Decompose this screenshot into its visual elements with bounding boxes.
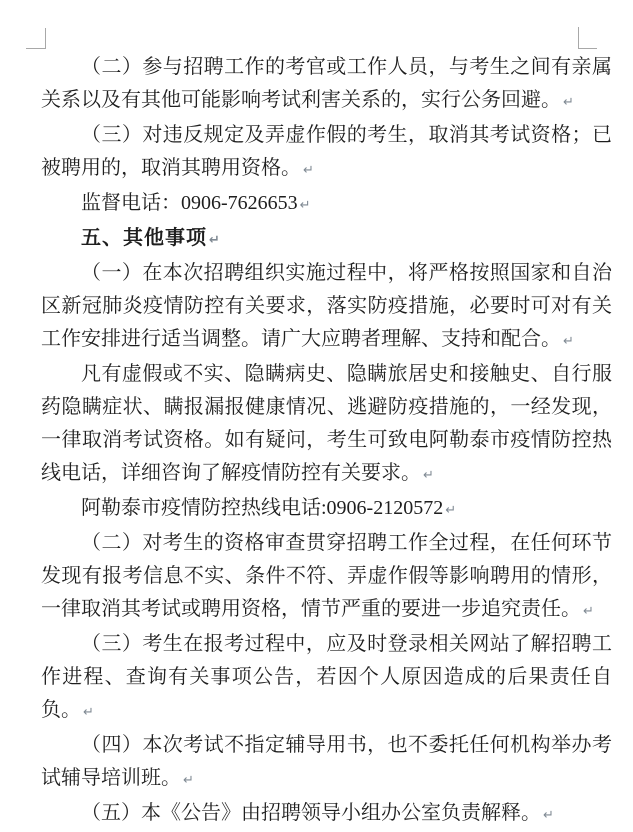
paragraph	[41, 358, 612, 492]
paragraph	[41, 187, 612, 222]
paragraph-text: （四）本次考试不指定辅导用书，也不委托任何机构举办考试辅导培训班。	[41, 734, 612, 789]
paragraph	[41, 119, 612, 187]
paragraph-mark-icon: ↵	[563, 95, 574, 110]
paragraph-mark-icon: ↵	[563, 334, 574, 349]
paragraph-mark-icon: ↵	[299, 198, 311, 213]
paragraph-mark-icon: ↵	[583, 604, 594, 619]
paragraph-text: 监督电话：0906-7626653	[81, 192, 298, 214]
paragraph-mark-icon: ↵	[303, 163, 314, 178]
paragraph-text: 五、其他事项	[81, 227, 207, 249]
paragraph	[41, 492, 612, 527]
paragraph	[41, 797, 612, 832]
paragraph-text: 阿勒泰市疫情防控热线电话:0906-2120572	[81, 497, 444, 519]
paragraph	[41, 257, 612, 358]
paragraph-text: （一）在本次招聘组织实施过程中，将严格按照国家和自治区新冠肺炎疫情防控有关要求，落实防疫措施，必要时可对有关工作安排进行适当调整。请广大应聘者理解、支持和配合。	[41, 262, 612, 350]
paragraph-mark-icon: ↵	[209, 233, 221, 248]
paragraph-text: （三）对违反规定及弄虚作假的考生，取消其考试资格；已被聘用的，取消其聘用资格。	[41, 124, 612, 179]
paragraph-mark-icon: ↵	[183, 773, 194, 788]
text-boundary-mark-top-right	[578, 27, 597, 49]
paragraph-text: （二）对考生的资格审查贯穿招聘工作全过程，在任何环节发现有报考信息不实、条件不符、弄虚作假等影响聘用的情形，一律取消其考试或聘用资格，情节严重的要进一步追究责任。	[41, 532, 612, 620]
paragraph	[41, 729, 612, 797]
paragraph-text: （五）本《公告》由招聘领导小组办公室负责解释。	[81, 802, 541, 824]
paragraph-mark-icon: ↵	[423, 468, 434, 483]
paragraph	[41, 628, 612, 729]
paragraph-mark-icon: ↵	[445, 503, 457, 518]
paragraph	[41, 51, 612, 119]
document-body	[41, 51, 612, 832]
paragraph	[41, 527, 612, 628]
paragraph-text: （三）考生在报考过程中，应及时登录相关网站了解招聘工作进程、查询有关事项公告，若因个人原因造成的后果责任自负。	[41, 633, 612, 721]
paragraph-text: （二）参与招聘工作的考官或工作人员，与考生之间有亲属关系以及有其他可能影响考试利害关系的，实行公务回避。	[41, 56, 612, 111]
paragraph-text: 凡有虚假或不实、隐瞒病史、隐瞒旅居史和接触史、自行服药隐瞒症状、瞒报漏报健康情况、逃避防疫措施的，一经发现，一律取消考试资格。如有疑问，考生可致电阿勒泰市疫情防控热线电话，详细咨询了解疫情防控有关要求。	[41, 363, 612, 484]
paragraph-mark-icon: ↵	[543, 808, 554, 823]
section-heading	[41, 222, 612, 257]
text-boundary-mark-top-left	[26, 28, 46, 49]
paragraph-mark-icon: ↵	[83, 705, 94, 720]
